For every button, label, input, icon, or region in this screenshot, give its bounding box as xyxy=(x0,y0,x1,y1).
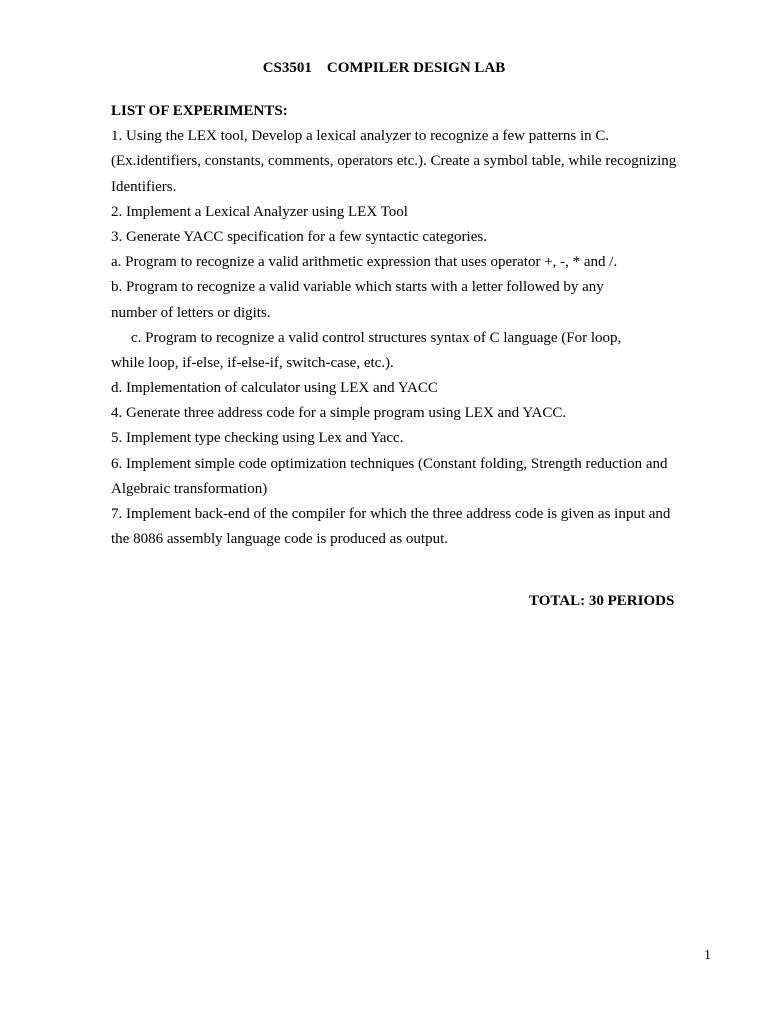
page-title xyxy=(0,60,768,77)
list-line: while loop, if-else, if-else-if, switch-case, etc.). xyxy=(111,354,394,371)
list-line: c. Program to recognize a valid control structures syntax of C language (For loop, xyxy=(131,329,622,346)
list-line: 5. Implement type checking using Lex and Yacc. xyxy=(111,430,404,447)
list-line: the 8086 assembly language code is produced as output. xyxy=(111,531,449,548)
list-line: d. Implementation of calculator using LEX and YACC xyxy=(111,380,438,397)
course-title: COMPILER DESIGN LAB xyxy=(326,60,506,76)
list-line: Algebraic transformation) xyxy=(111,480,268,497)
page-number: 1 xyxy=(704,948,711,963)
list-line: 2. Implement a Lexical Analyzer using LEX Tool xyxy=(111,203,408,220)
list-line: (Ex.identifiers, constants, comments, operators etc.). Create a symbol table, while recognizing xyxy=(111,153,677,170)
list-line: b. Program to recognize a valid variable which starts with a letter followed by any xyxy=(111,279,604,296)
list-line: 7. Implement back-end of the compiler for which the three address code is given as input and xyxy=(111,506,671,522)
list-line: 4. Generate three address code for a simple program using LEX and YACC. xyxy=(111,405,567,422)
list-line: number of letters or digits. xyxy=(111,304,271,321)
list-heading: LIST OF EXPERIMENTS: xyxy=(111,103,288,119)
experiment-list xyxy=(111,101,711,554)
list-line: 1. Using the LEX tool, Develop a lexical analyzer to recognize a few patterns in C. xyxy=(111,128,610,145)
list-line: 3. Generate YACC specification for a few syntactic categories. xyxy=(111,228,487,245)
course-code: CS3501 xyxy=(262,60,312,76)
list-line: 6. Implement simple code optimization techniques (Constant folding, Strength reduction and xyxy=(111,455,668,472)
total-periods: TOTAL: 30 PERIODS xyxy=(529,593,675,609)
list-line: a. Program to recognize a valid arithmetic expression that uses operator +, -, * and /. xyxy=(111,254,618,271)
list-line: Identifiers. xyxy=(111,178,177,195)
